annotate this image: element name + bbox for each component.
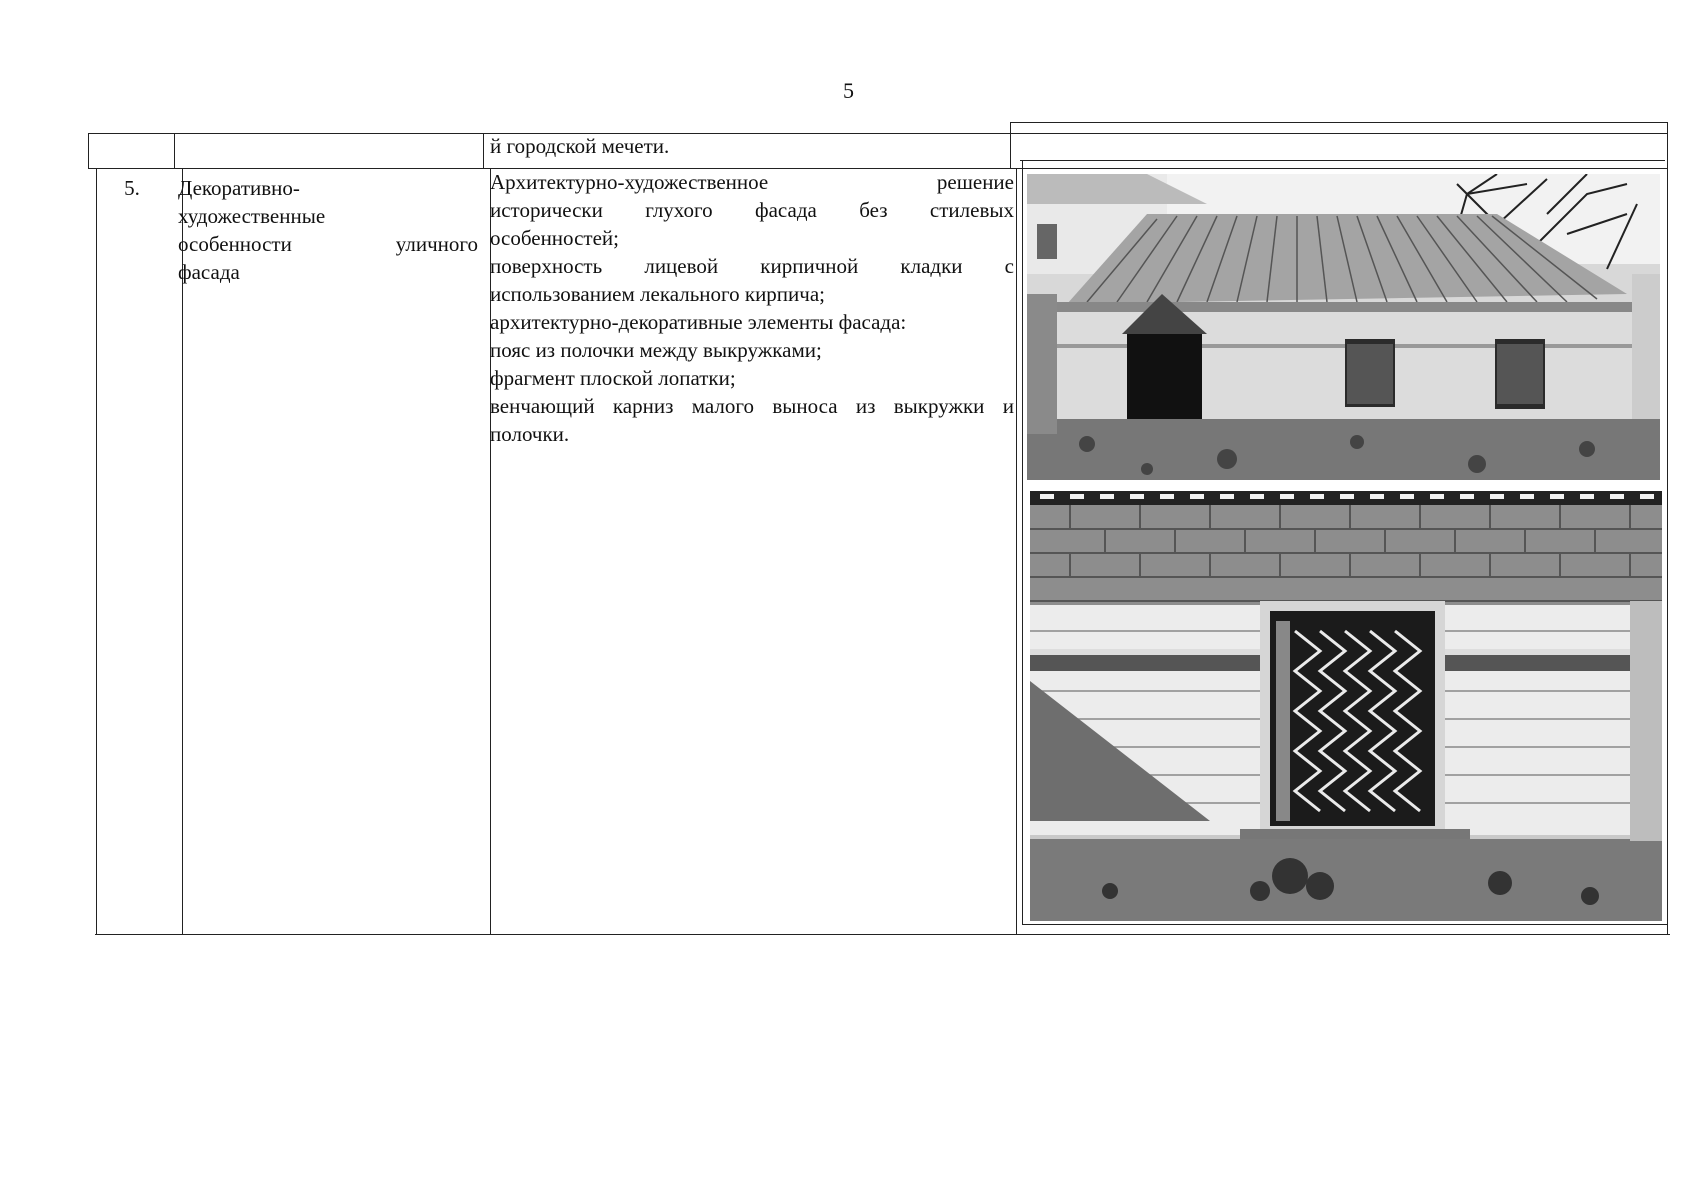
description-line: использованием лекального кирпича; bbox=[490, 282, 826, 306]
continuation-text: й городской мечети. bbox=[490, 134, 670, 158]
description-line: архитектурно-декоративные элементы фасада: bbox=[490, 310, 907, 334]
brick-wall-window-photo bbox=[1030, 491, 1662, 921]
description-line: полочки. bbox=[490, 422, 570, 446]
building-facade-photo bbox=[1027, 174, 1660, 480]
topic-line: Декоративно- bbox=[178, 176, 300, 200]
description-line: Архитектурно-художественное решение bbox=[490, 170, 1014, 194]
description-line: венчающий карниз малого выноса из выкружки и bbox=[490, 394, 1014, 418]
row-description bbox=[490, 168, 1014, 448]
topic-line: фасада bbox=[178, 260, 240, 284]
description-line: исторически глухого фасада без стилевых bbox=[490, 198, 1014, 222]
description-line: фрагмент плоской лопатки; bbox=[490, 366, 736, 390]
topic-line: художественные bbox=[178, 204, 326, 228]
topic-line: особенности уличного bbox=[178, 232, 478, 256]
description-line: пояс из полочки между выкружками; bbox=[490, 338, 822, 362]
description-line: поверхность лицевой кирпичной кладки с bbox=[490, 254, 1014, 278]
row-number: 5. bbox=[124, 176, 140, 200]
row-topic bbox=[178, 174, 478, 286]
description-line: особенностей; bbox=[490, 226, 619, 250]
page-number: 5 bbox=[843, 78, 854, 103]
